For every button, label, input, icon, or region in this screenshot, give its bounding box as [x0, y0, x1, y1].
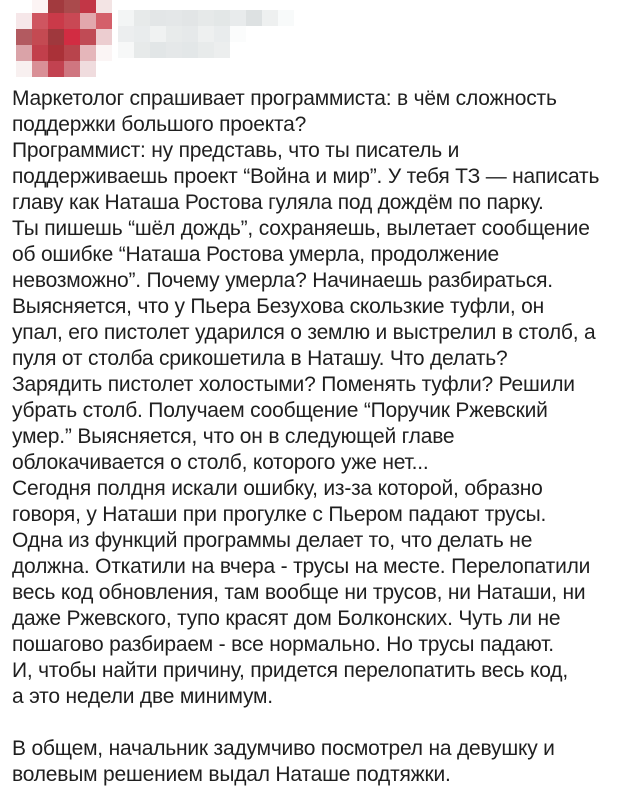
post-text-line: Одна из функций программы делает то, что делать не: [12, 529, 533, 552]
post-text-line: должна. Откатили на вчера - трусы на месте. Перелопатили: [12, 555, 591, 578]
pixel-cell: [278, 26, 294, 42]
pixel-cell: [262, 42, 278, 58]
pixel-cell: [246, 26, 262, 42]
pixel-cell: [80, 29, 96, 45]
pixel-row: [118, 26, 294, 42]
pixel-cell: [16, 61, 32, 77]
post-text-line: Сегодня полдня искали ошибку, из-за которой, образно: [12, 477, 543, 500]
pixel-row: [16, 13, 112, 29]
pixel-cell: [32, 45, 48, 61]
pixel-cell: [80, 45, 96, 61]
pixel-cell: [80, 0, 96, 13]
pixel-row: [16, 0, 112, 13]
post-text-line: Зарядить пистолет холостыми? Поменять туфли? Решили: [12, 373, 575, 396]
pixel-row: [16, 29, 112, 45]
post-text-line: невозможно”. Почему умерла? Начинаешь разбираться.: [12, 269, 553, 292]
pixel-cell: [150, 10, 166, 26]
pixel-row: [16, 61, 112, 77]
pixel-cell: [48, 29, 64, 45]
pixel-cell: [182, 26, 198, 42]
pixel-cell: [230, 10, 246, 26]
post-text-line: волевым решением выдал Наташе подтяжки.: [12, 763, 451, 786]
pixel-cell: [214, 26, 230, 42]
pixel-cell: [32, 13, 48, 29]
pixel-cell: [198, 26, 214, 42]
pixel-cell: [96, 0, 112, 13]
post-text-line: В общем, начальник задумчиво посмотрел на девушку и: [12, 737, 555, 760]
pixel-cell: [32, 61, 48, 77]
post-text-blank-line: [12, 710, 634, 736]
post-text-line: Маркетолог спрашивает программиста: в чём сложность: [12, 87, 557, 110]
pixel-cell: [48, 45, 64, 61]
pixel-cell: [48, 13, 64, 29]
pixel-cell: [32, 29, 48, 45]
post-text-line: об ошибке “Наташа Ростова умерла, продолжение: [12, 243, 499, 266]
author-name-redacted[interactable]: [118, 10, 294, 58]
pixel-cell: [150, 42, 166, 58]
pixel-cell: [80, 61, 96, 77]
post-text-line: убрать столб. Получаем сообщение “Поручик Ржевский: [12, 399, 548, 422]
pixel-cell: [230, 42, 246, 58]
pixel-cell: [182, 10, 198, 26]
pixel-cell: [96, 29, 112, 45]
post-text-line: главу как Наташа Ростова гуляла под дождём по парку.: [12, 191, 544, 214]
pixel-cell: [118, 10, 134, 26]
pixel-cell: [16, 13, 32, 29]
pixel-cell: [64, 13, 80, 29]
pixel-cell: [134, 26, 150, 42]
pixel-cell: [134, 10, 150, 26]
pixel-cell: [64, 0, 80, 13]
post-text-line: Программист: ну представь, что ты писатель и: [12, 139, 460, 162]
pixel-cell: [198, 10, 214, 26]
post-text-line: поддержки большого проекта?: [12, 113, 307, 136]
post-text: [12, 86, 634, 788]
pixel-cell: [134, 42, 150, 58]
pixel-cell: [262, 10, 278, 26]
pixel-cell: [166, 10, 182, 26]
pixel-cell: [64, 61, 80, 77]
pixel-cell: [246, 42, 262, 58]
post-text-line: поддерживаешь проект “Война и мир”. У тебя ТЗ — написать: [12, 165, 600, 188]
post-text-line: говоря, у Наташи при прогулке с Пьером падают трусы.: [12, 503, 547, 526]
pixel-cell: [198, 42, 214, 58]
pixel-cell: [64, 45, 80, 61]
pixel-cell: [182, 42, 198, 58]
pixel-cell: [246, 10, 262, 26]
post-text-line: Ты пишешь “шёл дождь”, сохраняешь, вылетает сообщение: [12, 217, 590, 240]
post-text-line: облокачивается о столб, которого уже нет...: [12, 451, 429, 474]
post-text-line: И, чтобы найти причину, придется перелопатить весь код,: [12, 659, 568, 682]
pixel-cell: [166, 42, 182, 58]
post-text-line: даже Ржевского, тупо красят дом Болконских. Чуть ли не: [12, 607, 561, 630]
pixel-cell: [214, 10, 230, 26]
pixel-cell: [278, 10, 294, 26]
avatar[interactable]: [16, 0, 112, 77]
post-text-line: пуля от столба срикошетила в Наташу. Что делать?: [12, 347, 508, 370]
pixel-cell: [230, 26, 246, 42]
pixel-cell: [80, 13, 96, 29]
pixel-row: [16, 45, 112, 61]
pixel-cell: [118, 42, 134, 58]
pixel-cell: [32, 0, 48, 13]
post-text-line: Выясняется, что у Пьера Безухова скользкие туфли, он: [12, 295, 545, 318]
post-text-line: упал, его пистолет ударился о землю и выстрелил в столб, а: [12, 321, 596, 344]
pixel-cell: [118, 26, 134, 42]
pixel-row: [118, 10, 294, 26]
pixel-row: [118, 42, 294, 58]
pixel-cell: [150, 26, 166, 42]
post-text-line: умер.” Выясняется, что он в следующей главе: [12, 425, 455, 448]
pixel-cell: [48, 61, 64, 77]
post-text-line: а это недели две минимум.: [12, 685, 273, 708]
pixel-cell: [96, 13, 112, 29]
post-text-line: пошагово разбираем - все нормально. Но трусы падают.: [12, 633, 554, 656]
pixel-cell: [64, 29, 80, 45]
pixel-cell: [262, 26, 278, 42]
pixel-cell: [96, 45, 112, 61]
pixel-cell: [96, 61, 112, 77]
pixel-cell: [16, 45, 32, 61]
pixel-cell: [48, 0, 64, 13]
pixel-cell: [16, 0, 32, 13]
post-text-line: весь код обновления, там вообще ни трусов, ни Наташи, ни: [12, 581, 586, 604]
pixel-cell: [278, 42, 294, 58]
pixel-cell: [166, 26, 182, 42]
pixel-cell: [214, 42, 230, 58]
pixel-cell: [16, 29, 32, 45]
